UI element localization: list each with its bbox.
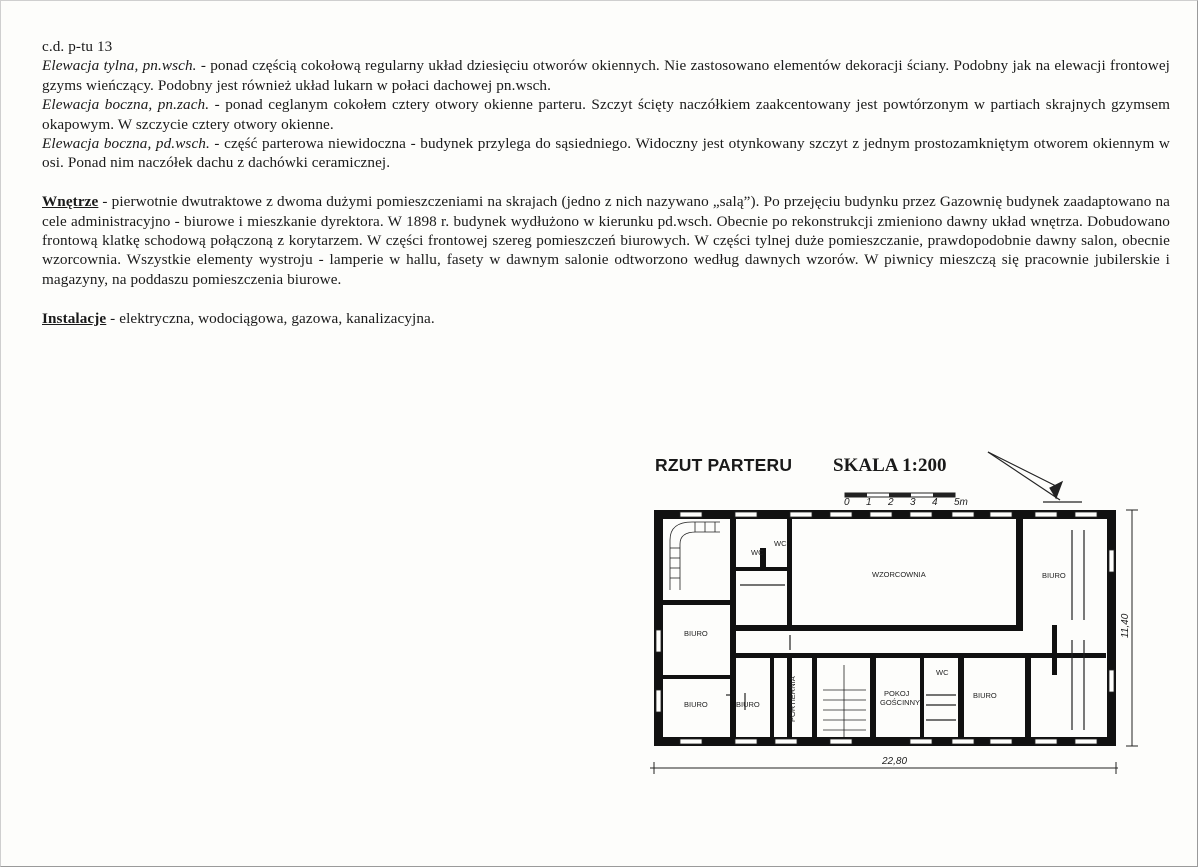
scale-bar <box>844 493 968 508</box>
installations-text: - elektryczna, wodociągowa, gazowa, kanalizacyjna. <box>106 309 435 327</box>
room-label-goscinny: GOŚCINNY <box>880 698 921 707</box>
scale-tick-2: 2 <box>888 497 894 508</box>
room-label-wzorcownia: WZORCOWNIA <box>872 570 926 579</box>
paragraph-side-elevation-east <box>42 134 1170 173</box>
paragraph-installations <box>42 309 1170 328</box>
room-label-biuro-ne: BIURO <box>1042 571 1066 580</box>
room-label-portiernia: PORTIERNIA <box>788 676 797 722</box>
scale-tick-5: 5m <box>954 497 968 508</box>
scale-tick-0: 0 <box>844 497 850 508</box>
interior-text: - pierwotnie dwutraktowe z dwoma dużymi pomieszczeniami na skrajach (jedno z nich nazywano „salą”). Po przejęciu budynku przez Gazownię budynek zaadaptowano na cele administracyjno - biurowe i mieszkanie dyrektora. W 1898 r. budynek wydłużono w kierunku pd.wsch. Obecnie po rekonstrukcji zmieniono dawny układ wnętrza. Dobudowano frontową klatkę schodową połączoną z korytarzem. W części frontowej szereg pomieszczeń biurowych. W części tylnej duże pomieszczanie, prawdopodobnie dawny salon, obecnie wzorcownia. Wszystkie elementy wystroju - lamperie w hallu, fasety w dawnym salonie odtworzono według dawnych wzorów. W piwnicy mieszczą się pracownie jubilerskie i magazyny, na poddaszu pomieszczenia biurowe. <box>42 193 1170 288</box>
installations-heading: Instalacje <box>42 309 107 327</box>
room-label-biuro-w: BIURO <box>684 629 708 638</box>
plan-title: RZUT PARTERU <box>655 455 793 475</box>
side-elevation-east-label: Elewacja boczna, pd.wsch. <box>42 135 210 153</box>
side-elevation-west-label: Elewacja boczna, pn.zach. <box>42 96 210 114</box>
floor-plan <box>640 440 1160 785</box>
paragraph-side-elevation-west <box>42 95 1170 134</box>
rear-elevation-label: Elewacja tylna, pn.wsch. <box>42 57 197 75</box>
paragraph-rear-elevation <box>42 56 1170 95</box>
room-label-pokoj: POKOJ <box>884 689 910 698</box>
interior-heading: Wnętrze <box>42 193 99 211</box>
scale-tick-1: 1 <box>866 497 872 508</box>
rear-elevation-text: - ponad częścią cokołową regularny układ dziesięciu otworów okiennych. Nie zastosowano elementów dekoracji ściany. Podobny jak na elewacji frontowej gzyms wieńczący. Podobny jest również układ lukarn w połaci dachowej pn.wsch. <box>42 57 1170 94</box>
page-reference: c.d. p-tu 13 <box>42 38 113 55</box>
room-label-biuro-se: BIURO <box>973 691 997 700</box>
document-body <box>42 37 1170 328</box>
width-dimension: 22,80 <box>882 756 908 767</box>
north-arrow-icon <box>988 452 1082 502</box>
room-label-wc-2: WC <box>774 539 787 548</box>
room-label-biuro-s2: BIURO <box>736 700 760 709</box>
side-elevation-west-text: - ponad ceglanym cokołem cztery otwory okienne parteru. Szczyt ścięty naczółkiem zaakcentowany jest powtórzonym w partiach skrajnych gzymsem okapowym. W szczycie cztery otwory okienne. <box>42 96 1170 133</box>
room-label-wc-1: WC <box>751 548 764 557</box>
dimension-lines <box>650 510 1138 774</box>
plan-scale: SKALA 1:200 <box>833 455 947 476</box>
room-label-biuro-sw: BIURO <box>684 700 708 709</box>
side-elevation-east-text: - część parterowa niewidoczna - budynek przylega do sąsiedniego. Widoczny jest otynkowany szczyt z jednym prostozamkniętym otworem okiennym w osi. Ponad nim naczółek dachu z dachówki ceramicznej. <box>42 135 1170 172</box>
scale-tick-3: 3 <box>910 497 916 508</box>
scale-tick-4: 4 <box>932 497 938 508</box>
paragraph-interior <box>42 192 1170 289</box>
room-label-wc-3: WC <box>936 668 949 677</box>
depth-dimension: 11,40 <box>1120 613 1131 638</box>
